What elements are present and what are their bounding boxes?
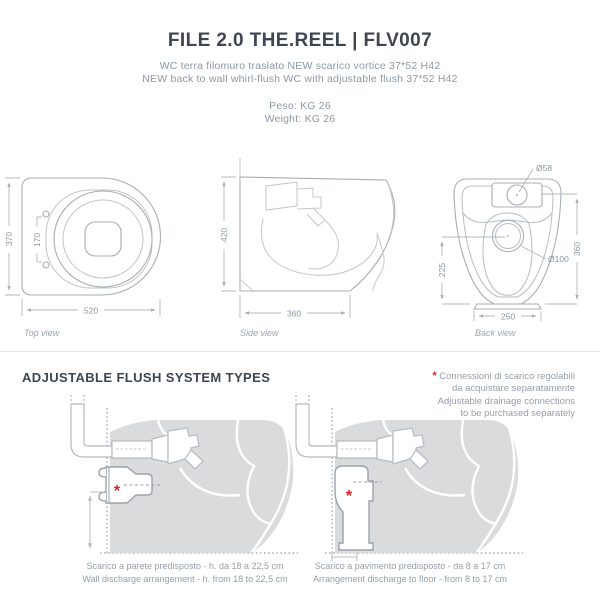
weight-english: Weight: KG 26: [264, 113, 336, 125]
top-view-drawing: [3, 178, 161, 316]
note-line-it-1: * Connessioni di scarico regolabili: [432, 370, 575, 382]
floor-caption-english: Arrangement discharge to floor - from 8 to 17 cm: [312, 573, 508, 584]
dim-label-outlet-diameter: Ø100: [548, 254, 569, 264]
dim-label-520: 520: [83, 305, 99, 316]
base-bevel-line: [240, 279, 253, 291]
bowl-inner: [63, 200, 143, 278]
subtitle-italian: WC terra filomuro traslato NEW scarico vortice 37*52 H42: [159, 60, 441, 72]
back-foot-outline: [474, 304, 541, 309]
wall-discharge-caption: [60, 560, 310, 585]
dim-label-250: 250: [500, 311, 516, 322]
page-title: FILE 2.0 THE.REEL | FLV007: [167, 30, 433, 51]
wall-discharge-asterisk: *: [113, 483, 121, 500]
dim-225: [442, 237, 505, 304]
floor-discharge-caption: [295, 560, 525, 585]
floor-discharge-asterisk: *: [345, 488, 353, 505]
flush-section-heading: ADJUSTABLE FLUSH SYSTEM TYPES: [22, 370, 271, 385]
wall-caption-italian: Scarico a parete predisposto - h. da 18 a 22,5 cm: [86, 561, 284, 571]
floor-discharge-diagram: [296, 395, 523, 561]
bowl-outer: [54, 191, 152, 287]
hinge-hole-top: [43, 211, 49, 217]
dim-label-360-back: 360: [572, 241, 582, 257]
wall-caption-english: Wall discharge arrangement - h. from 18 to 22,5 cm: [82, 573, 288, 584]
dim-label-370: 370: [4, 231, 14, 247]
dim-label-225: 225: [437, 262, 447, 278]
side-view-drawing: [218, 158, 395, 319]
dim-label-360-side: 360: [286, 308, 302, 319]
connector-gasket: [99, 468, 106, 501]
wall-discharge-diagram: [71, 395, 298, 553]
top-view-label: Top view: [24, 328, 60, 338]
drain-outline: [85, 222, 121, 256]
hinge-hole-bottom: [43, 262, 49, 268]
floor-caption-italian: Scarico a pavimento predisposto - da 8 a 17 cm: [314, 561, 506, 571]
section-divider: [0, 351, 600, 352]
technical-drawings: [0, 150, 600, 355]
note-line-en-1: Adjustable drainage connections: [437, 396, 575, 407]
dim-label-inlet-diameter: Ø58: [536, 163, 553, 173]
flush-diagrams: [0, 395, 600, 565]
side-view-label: Side view: [240, 328, 279, 338]
leader-outlet: [521, 246, 546, 259]
subtitle-english: NEW back to wall whirl-flush WC with adjustable flush 37*52 H42: [142, 73, 458, 85]
seat-outline: [46, 190, 152, 288]
back-view-drawing: [436, 163, 583, 322]
toilet-profile-outline: [240, 177, 395, 291]
dim-label-170: 170: [32, 232, 42, 248]
back-view-label: Back view: [475, 328, 516, 338]
note-line-it-2: da acquistare separatamente: [451, 382, 575, 394]
internal-flush-lines: [262, 182, 394, 291]
note-line-en-2: to be purchased separately: [460, 407, 575, 419]
note-asterisk: *: [432, 370, 437, 382]
weight-italian: Peso: KG 26: [269, 100, 331, 112]
dim-label-420: 420: [219, 227, 229, 243]
